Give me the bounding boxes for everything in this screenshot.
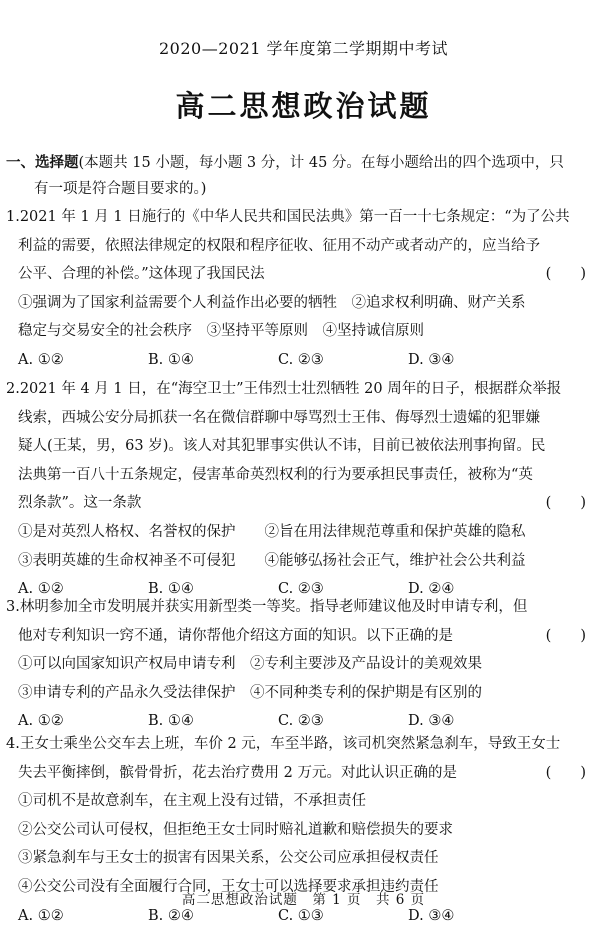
answer-bracket: ( ) — [545, 627, 586, 644]
exam-header: 2020—2021 学年度第二学期期中考试 — [158, 39, 449, 58]
exam-title: 高二思想政治试题 — [175, 89, 432, 123]
page-footer: 高二思想政治试题 第 1 页 共 6 页 — [181, 892, 426, 908]
q1-option-line: ①强调为了国家利益需要个人利益作出必要的牺牲 ②追求权利明确、财产关系 — [18, 294, 526, 311]
question-2 — [6, 375, 598, 604]
q2-stem-line: 烈条款”。这一条款 — [18, 495, 142, 512]
q1-option-line: 稳定与交易安全的社会秩序 ③坚持平等原则 ④坚持诚信原则 — [18, 323, 424, 340]
choice-c: C. ②③ — [278, 581, 324, 598]
q3-stem-line: 他对专利知识一窍不通，请你帮他介绍这方面的知识。以下正确的是 — [18, 627, 453, 644]
q4-stem-line: 失去平衡摔倒，髌骨骨折，花去治疗费用 2 万元。对此认识正确的是 — [18, 764, 457, 781]
q1-stem-line: 1.2021 年 1 月 1 日施行的《中华人民共和国民法典》第一百一十七条规定：“为了公共 — [6, 209, 570, 225]
choice-b: B. ②④ — [148, 907, 194, 924]
q4-stem-line: 4.王女士乘坐公交车去上班，车价 2 元，车至半路，该司机突然紧急刹车，导致王女士 — [6, 736, 561, 752]
q2-stem-line: 法典第一百八十五条规定，侵害革命英烈权利的行为要承担民事责任，被称为“英 — [18, 466, 533, 483]
choice-d: D. ②④ — [408, 581, 455, 598]
choice-c: C. ②③ — [278, 713, 324, 730]
section-desc-line1: (本题共 15 小题，每小题 3 分，计 45 分。在每小题给出的四个选项中，只 — [78, 155, 564, 171]
section-instructions — [6, 150, 596, 202]
choice-a: A. ①② — [18, 713, 64, 730]
question-1 — [6, 203, 598, 375]
q3-option-line: ③申请专利的产品永久受法律保护 ④不同种类专利的保护期是有区别的 — [18, 684, 482, 701]
answer-bracket: ( ) — [545, 495, 586, 512]
choice-d: D. ③④ — [408, 351, 455, 368]
section-title: 一、选择题 — [6, 155, 79, 171]
q4-option-line: ④公交公司没有全面履行合同，王女士可以选择要求承担违约责任 — [18, 878, 439, 895]
question-3 — [6, 593, 598, 736]
choice-a: A. ①② — [18, 581, 64, 598]
q2-stem-line: 疑人(王某，男，63 岁)。该人对其犯罪事实供认不讳，目前已被依法刑事拘留。民 — [18, 438, 546, 455]
q4-option-line: ③紧急刹车与王女士的损害有因果关系，公交公司应承担侵权责任 — [18, 850, 439, 867]
q3-stem-line: 3.林明参加全市发明展并获实用新型类一等奖。指导老师建议他及时申请专利，但 — [6, 599, 528, 615]
choice-c: C. ①③ — [278, 907, 324, 924]
q4-option-line: ①司机不是故意刹车，在主观上没有过错，不承担责任 — [18, 793, 366, 810]
answer-bracket: ( ) — [545, 266, 586, 283]
choice-a: A. ①② — [18, 907, 64, 924]
q1-choices — [6, 346, 598, 375]
choice-b: B. ①④ — [148, 351, 194, 368]
choice-d: D. ③④ — [408, 907, 455, 924]
q1-stem-line: 利益的需要，依照法律规定的权限和程序征收、征用不动产或者动产的，应当给予 — [18, 237, 540, 254]
choice-d: D. ③④ — [408, 713, 455, 730]
choice-c: C. ②③ — [278, 351, 324, 368]
q2-option-line: ①是对英烈人格权、名誉权的保护 ②旨在用法律规范尊重和保护英雄的隐私 — [18, 523, 526, 540]
q2-stem-line: 2.2021 年 4 月 1 日，在“海空卫士”王伟烈士壮烈牺牲 20 周年的日子，根据群众举报 — [6, 381, 562, 397]
q3-option-line: ①可以向国家知识产权局申请专利 ②专利主要涉及产品设计的美观效果 — [18, 656, 482, 673]
q2-option-line: ③表明英雄的生命权神圣不可侵犯 ④能够弘扬社会正气，维护社会公共利益 — [18, 552, 526, 569]
choice-b: B. ①④ — [148, 713, 194, 730]
q2-stem-line: 线索，西城公安分局抓获一名在微信群聊中辱骂烈士王伟、侮辱烈士遗孀的犯罪嫌 — [18, 409, 540, 426]
q1-stem-line: 公平、合理的补偿。”这体现了我国民法 — [18, 266, 265, 283]
choice-b: B. ①④ — [148, 581, 194, 598]
answer-bracket: ( ) — [545, 764, 586, 781]
section-desc-line2: 有一项是符合题目要求的。) — [34, 181, 207, 197]
choice-a: A. ①② — [18, 351, 64, 368]
q4-option-line: ②公交公司认可侵权，但拒绝王女士同时赔礼道歉和赔偿损失的要求 — [18, 821, 453, 838]
